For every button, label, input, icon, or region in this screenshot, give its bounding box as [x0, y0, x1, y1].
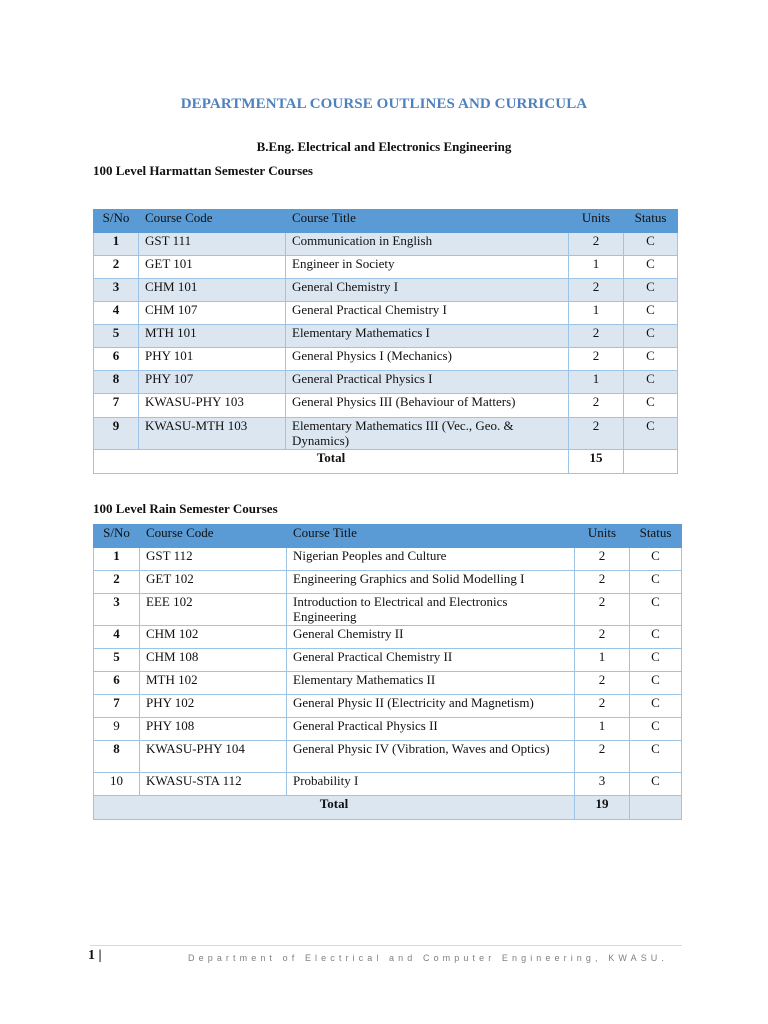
- table-row: [94, 233, 678, 256]
- cell-units: 2: [569, 348, 624, 371]
- column-header-sno: S/No: [94, 525, 140, 548]
- cell-title: Communication in English: [286, 233, 569, 256]
- table-row: [94, 741, 682, 773]
- cell-status: C: [624, 371, 678, 394]
- cell-units: 1: [575, 718, 630, 741]
- cell-code: CHM 101: [139, 279, 286, 302]
- column-header-title: Course Title: [287, 525, 575, 548]
- cell-sno: 1: [94, 548, 140, 571]
- table-row: [94, 418, 678, 450]
- cell-status: C: [630, 672, 682, 695]
- cell-units: 2: [569, 233, 624, 256]
- footer-divider: [90, 945, 682, 946]
- cell-sno: 9: [94, 718, 140, 741]
- table-row: [94, 325, 678, 348]
- table-row: [94, 256, 678, 279]
- total-status-empty: [624, 450, 678, 474]
- cell-units: 1: [569, 371, 624, 394]
- cell-sno: 6: [94, 672, 140, 695]
- table-row: [94, 649, 682, 672]
- cell-units: 2: [575, 672, 630, 695]
- cell-status: C: [624, 233, 678, 256]
- cell-sno: 4: [94, 626, 140, 649]
- cell-status: C: [630, 718, 682, 741]
- cell-units: 2: [569, 394, 624, 418]
- table-header-row: [94, 210, 678, 233]
- cell-units: 1: [569, 302, 624, 325]
- cell-code: MTH 101: [139, 325, 286, 348]
- cell-units: 2: [569, 325, 624, 348]
- total-units: 15: [569, 450, 624, 474]
- cell-sno: 9: [94, 418, 139, 450]
- cell-sno: 7: [94, 394, 139, 418]
- cell-sno: 5: [94, 325, 139, 348]
- cell-sno: 7: [94, 695, 140, 718]
- cell-units: 2: [569, 279, 624, 302]
- column-header-units: Units: [575, 525, 630, 548]
- cell-status: C: [630, 773, 682, 796]
- cell-title: General Chemistry I: [286, 279, 569, 302]
- cell-title: Probability I: [287, 773, 575, 796]
- cell-title: Engineer in Society: [286, 256, 569, 279]
- cell-sno: 8: [94, 741, 140, 773]
- table-row: [94, 571, 682, 594]
- cell-code: GST 112: [140, 548, 287, 571]
- cell-sno: 5: [94, 649, 140, 672]
- cell-status: C: [630, 594, 682, 626]
- table-row: [94, 695, 682, 718]
- cell-title: General Physic II (Electricity and Magnetism): [287, 695, 575, 718]
- cell-units: 2: [575, 695, 630, 718]
- cell-sno: 6: [94, 348, 139, 371]
- column-header-code: Course Code: [140, 525, 287, 548]
- cell-title: General Physics III (Behaviour of Matters): [286, 394, 569, 418]
- cell-units: 2: [569, 418, 624, 450]
- total-row: [94, 796, 682, 820]
- column-header-sno: S/No: [94, 210, 139, 233]
- cell-status: C: [630, 741, 682, 773]
- cell-title: General Chemistry II: [287, 626, 575, 649]
- table-row: [94, 773, 682, 796]
- cell-status: C: [624, 325, 678, 348]
- column-header-status: Status: [624, 210, 678, 233]
- cell-sno: 3: [94, 279, 139, 302]
- total-units: 19: [575, 796, 630, 820]
- table-row: [94, 348, 678, 371]
- cell-status: C: [624, 348, 678, 371]
- table-row: [94, 672, 682, 695]
- cell-units: 2: [575, 571, 630, 594]
- total-row: [94, 450, 678, 474]
- cell-code: MTH 102: [140, 672, 287, 695]
- table-row: [94, 548, 682, 571]
- cell-status: C: [630, 695, 682, 718]
- cell-status: C: [630, 571, 682, 594]
- cell-title: Elementary Mathematics I: [286, 325, 569, 348]
- cell-status: C: [624, 279, 678, 302]
- cell-code: KWASU-STA 112: [140, 773, 287, 796]
- cell-code: GET 102: [140, 571, 287, 594]
- cell-units: 1: [569, 256, 624, 279]
- cell-title: General Practical Chemistry II: [287, 649, 575, 672]
- cell-title: General Practical Chemistry I: [286, 302, 569, 325]
- cell-units: 2: [575, 741, 630, 773]
- table-row: [94, 302, 678, 325]
- cell-code: EEE 102: [140, 594, 287, 626]
- cell-code: PHY 102: [140, 695, 287, 718]
- cell-status: C: [624, 394, 678, 418]
- total-label: Total: [94, 796, 575, 820]
- cell-title: General Physic IV (Vibration, Waves and Optics): [287, 741, 575, 773]
- cell-code: PHY 108: [140, 718, 287, 741]
- total-label: Total: [94, 450, 569, 474]
- cell-code: PHY 107: [139, 371, 286, 394]
- footer-department-text: Department of Electrical and Computer Engineering, KWASU.: [188, 953, 668, 963]
- column-header-code: Course Code: [139, 210, 286, 233]
- column-header-title: Course Title: [286, 210, 569, 233]
- page-number: 1 |: [88, 948, 102, 963]
- document-title: DEPARTMENTAL COURSE OUTLINES AND CURRICULA: [180, 96, 588, 112]
- table-row: [94, 718, 682, 741]
- rain-course-table: [93, 524, 682, 820]
- cell-status: C: [630, 649, 682, 672]
- cell-title: Introduction to Electrical and Electronics Engineering: [287, 594, 575, 626]
- cell-code: GST 111: [139, 233, 286, 256]
- harmattan-heading: 100 Level Harmattan Semester Courses: [93, 163, 313, 178]
- cell-code: GET 101: [139, 256, 286, 279]
- cell-units: 2: [575, 594, 630, 626]
- cell-title: Nigerian Peoples and Culture: [287, 548, 575, 571]
- cell-title: Elementary Mathematics II: [287, 672, 575, 695]
- cell-status: C: [630, 626, 682, 649]
- cell-code: KWASU-MTH 103: [139, 418, 286, 450]
- cell-units: 2: [575, 626, 630, 649]
- table-row: [94, 626, 682, 649]
- cell-status: C: [624, 302, 678, 325]
- cell-code: CHM 108: [140, 649, 287, 672]
- total-status-empty: [630, 796, 682, 820]
- column-header-units: Units: [569, 210, 624, 233]
- cell-sno: 8: [94, 371, 139, 394]
- cell-units: 3: [575, 773, 630, 796]
- cell-title: General Practical Physics II: [287, 718, 575, 741]
- cell-code: PHY 101: [139, 348, 286, 371]
- cell-sno: 1: [94, 233, 139, 256]
- cell-sno: 3: [94, 594, 140, 626]
- table-header-row: [94, 525, 682, 548]
- cell-title: Engineering Graphics and Solid Modelling I: [287, 571, 575, 594]
- column-header-status: Status: [630, 525, 682, 548]
- rain-heading: 100 Level Rain Semester Courses: [93, 501, 278, 516]
- cell-status: C: [630, 548, 682, 571]
- cell-units: 2: [575, 548, 630, 571]
- table-row: [94, 594, 682, 626]
- table-row: [94, 394, 678, 418]
- cell-title: Elementary Mathematics III (Vec., Geo. & Dynamics): [286, 418, 569, 450]
- cell-sno: 2: [94, 571, 140, 594]
- cell-title: General Physics I (Mechanics): [286, 348, 569, 371]
- harmattan-course-table: [93, 209, 678, 474]
- document-subtitle: B.Eng. Electrical and Electronics Engineering: [256, 139, 512, 154]
- cell-title: General Practical Physics I: [286, 371, 569, 394]
- cell-status: C: [624, 418, 678, 450]
- cell-code: KWASU-PHY 103: [139, 394, 286, 418]
- cell-code: CHM 102: [140, 626, 287, 649]
- cell-code: KWASU-PHY 104: [140, 741, 287, 773]
- cell-sno: 10: [94, 773, 140, 796]
- cell-code: CHM 107: [139, 302, 286, 325]
- cell-sno: 4: [94, 302, 139, 325]
- cell-units: 1: [575, 649, 630, 672]
- cell-sno: 2: [94, 256, 139, 279]
- table-row: [94, 279, 678, 302]
- cell-status: C: [624, 256, 678, 279]
- table-row: [94, 371, 678, 394]
